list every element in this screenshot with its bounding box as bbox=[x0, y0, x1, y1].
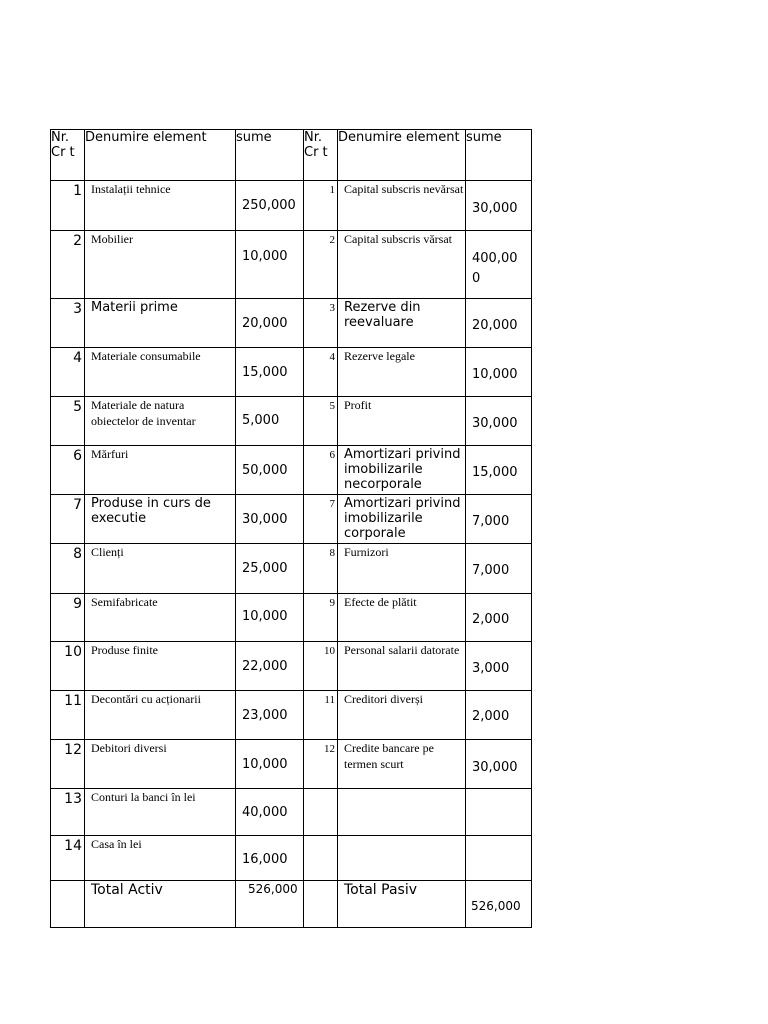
asset-name: Materii prime bbox=[85, 299, 236, 348]
liability-nr: 6 bbox=[304, 446, 338, 495]
liability-name: Efecte de plătit bbox=[338, 594, 466, 642]
table-row bbox=[51, 397, 532, 446]
asset-name: Produse in curs de executie bbox=[85, 495, 236, 544]
asset-sum bbox=[236, 642, 304, 691]
asset-nr: 8 bbox=[51, 544, 85, 594]
liability-name: Creditori diverși bbox=[338, 691, 466, 740]
asset-name: Materiale de natura obiectelor de inventar bbox=[85, 397, 236, 446]
liability-nr bbox=[304, 836, 338, 881]
liability-sum bbox=[466, 299, 532, 348]
liability-sum bbox=[466, 348, 532, 397]
liability-sum-text: 2,000 bbox=[472, 709, 510, 724]
asset-sum-text: 10,000 bbox=[242, 249, 288, 264]
header-row bbox=[51, 130, 532, 181]
liability-name: Rezerve din reevaluare bbox=[338, 299, 466, 348]
asset-sum-text: 40,000 bbox=[242, 805, 288, 820]
table-row bbox=[51, 691, 532, 740]
asset-sum bbox=[236, 446, 304, 495]
table-row bbox=[51, 231, 532, 299]
liability-nr: 9 bbox=[304, 594, 338, 642]
liability-nr: 3 bbox=[304, 299, 338, 348]
table-row bbox=[51, 789, 532, 836]
asset-sum-text: 10,000 bbox=[242, 757, 288, 772]
asset-name: Debitori diversi bbox=[85, 740, 236, 789]
asset-name: Produse finite bbox=[85, 642, 236, 691]
asset-nr: 13 bbox=[51, 789, 85, 836]
liability-name: Amortizari privind imobilizarile necorporale bbox=[338, 446, 466, 495]
liability-sum-text: 30,000 bbox=[472, 760, 518, 775]
asset-sum bbox=[236, 397, 304, 446]
asset-nr: 14 bbox=[51, 836, 85, 881]
liability-sum-text: 7,000 bbox=[472, 563, 510, 578]
asset-sum-text: 23,000 bbox=[242, 708, 288, 723]
asset-sum bbox=[236, 299, 304, 348]
asset-sum-text: 30,000 bbox=[242, 512, 288, 527]
liability-sum-text: 15,000 bbox=[472, 465, 518, 480]
total-activ-label: Total Activ bbox=[85, 881, 236, 928]
liability-sum-text: 20,000 bbox=[472, 318, 518, 333]
asset-nr: 7 bbox=[51, 495, 85, 544]
totals-row bbox=[51, 881, 532, 928]
asset-sum bbox=[236, 181, 304, 231]
total-activ-value: 526,000 bbox=[248, 882, 298, 896]
liability-nr: 12 bbox=[304, 740, 338, 789]
asset-nr: 5 bbox=[51, 397, 85, 446]
liability-sum bbox=[466, 740, 532, 789]
table-row bbox=[51, 348, 532, 397]
asset-sum bbox=[236, 348, 304, 397]
asset-name: Semifabricate bbox=[85, 594, 236, 642]
liability-sum bbox=[466, 836, 532, 881]
total-pasiv-label: Total Pasiv bbox=[338, 881, 466, 928]
liability-sum-text: 30,000 bbox=[472, 416, 518, 431]
asset-sum bbox=[236, 495, 304, 544]
liability-sum-text: 400,000 bbox=[472, 251, 518, 286]
liability-sum bbox=[466, 789, 532, 836]
table-row bbox=[51, 299, 532, 348]
liability-name: Credite bancare pe termen scurt bbox=[338, 740, 466, 789]
asset-sum bbox=[236, 740, 304, 789]
liability-name: Profit bbox=[338, 397, 466, 446]
asset-sum bbox=[236, 544, 304, 594]
asset-nr: 4 bbox=[51, 348, 85, 397]
asset-sum-text: 22,000 bbox=[242, 659, 288, 674]
total-pasiv-value: 526,000 bbox=[471, 899, 521, 913]
asset-name: Clienți bbox=[85, 544, 236, 594]
table-row bbox=[51, 495, 532, 544]
asset-sum-text: 50,000 bbox=[242, 463, 288, 478]
asset-name: Instalații tehnice bbox=[85, 181, 236, 231]
asset-sum bbox=[236, 691, 304, 740]
liability-sum bbox=[466, 642, 532, 691]
asset-nr: 9 bbox=[51, 594, 85, 642]
asset-sum-text: 16,000 bbox=[242, 852, 288, 867]
table-row bbox=[51, 181, 532, 231]
liability-sum-text: 3,000 bbox=[472, 661, 510, 676]
table-row bbox=[51, 594, 532, 642]
liability-sum-text: 30,000 bbox=[472, 201, 518, 216]
liability-name: Personal salarii datorate bbox=[338, 642, 466, 691]
liability-sum bbox=[466, 446, 532, 495]
liability-nr: 10 bbox=[304, 642, 338, 691]
asset-nr: 6 bbox=[51, 446, 85, 495]
liability-nr: 7 bbox=[304, 495, 338, 544]
asset-name: Materiale consumabile bbox=[85, 348, 236, 397]
asset-sum bbox=[236, 594, 304, 642]
asset-sum-text: 5,000 bbox=[242, 413, 280, 428]
asset-sum bbox=[236, 836, 304, 881]
liability-name bbox=[338, 836, 466, 881]
header-sum-left: sume bbox=[236, 130, 304, 181]
asset-sum bbox=[236, 789, 304, 836]
asset-nr: 11 bbox=[51, 691, 85, 740]
liability-nr: 4 bbox=[304, 348, 338, 397]
liability-nr: 1 bbox=[304, 181, 338, 231]
asset-sum-text: 10,000 bbox=[242, 609, 288, 624]
header-name-right: Denumire element bbox=[338, 130, 466, 181]
table-row bbox=[51, 836, 532, 881]
table-row bbox=[51, 642, 532, 691]
liability-name: Furnizori bbox=[338, 544, 466, 594]
asset-nr: 2 bbox=[51, 231, 85, 299]
table-row bbox=[51, 446, 532, 495]
asset-name: Mobilier bbox=[85, 231, 236, 299]
total-pasiv-cell bbox=[466, 881, 532, 928]
asset-name: Mărfuri bbox=[85, 446, 236, 495]
liability-sum bbox=[466, 594, 532, 642]
header-name-left: Denumire element bbox=[85, 130, 236, 181]
asset-nr: 12 bbox=[51, 740, 85, 789]
liability-nr: 11 bbox=[304, 691, 338, 740]
header-sum-right: sume bbox=[466, 130, 532, 181]
totals-nr-left bbox=[51, 881, 85, 928]
liability-name bbox=[338, 789, 466, 836]
asset-sum-text: 15,000 bbox=[242, 365, 288, 380]
liability-name: Capital subscris vărsat bbox=[338, 231, 466, 299]
header-nr-left: Nr. Cr t bbox=[51, 130, 85, 181]
balance-sheet-table bbox=[50, 129, 532, 928]
asset-sum-text: 25,000 bbox=[242, 561, 288, 576]
asset-name: Casa în lei bbox=[85, 836, 236, 881]
asset-sum-text: 250,000 bbox=[242, 198, 296, 213]
totals-nr-right bbox=[304, 881, 338, 928]
liability-nr: 5 bbox=[304, 397, 338, 446]
asset-nr: 3 bbox=[51, 299, 85, 348]
liability-name: Rezerve legale bbox=[338, 348, 466, 397]
liability-sum bbox=[466, 544, 532, 594]
liability-nr: 2 bbox=[304, 231, 338, 299]
liability-sum-text: 2,000 bbox=[472, 612, 510, 627]
asset-name: Conturi la banci în lei bbox=[85, 789, 236, 836]
liability-sum-text: 7,000 bbox=[472, 514, 510, 529]
asset-sum-text: 20,000 bbox=[242, 316, 288, 331]
asset-name: Decontări cu acționarii bbox=[85, 691, 236, 740]
table-row bbox=[51, 740, 532, 789]
liability-sum bbox=[466, 231, 532, 299]
asset-nr: 10 bbox=[51, 642, 85, 691]
header-nr-right: Nr. Cr t bbox=[304, 130, 338, 181]
liability-name: Capital subscris nevărsat bbox=[338, 181, 466, 231]
liability-nr: 8 bbox=[304, 544, 338, 594]
liability-sum bbox=[466, 495, 532, 544]
liability-sum bbox=[466, 397, 532, 446]
liability-sum bbox=[466, 181, 532, 231]
asset-sum bbox=[236, 231, 304, 299]
table-row bbox=[51, 544, 532, 594]
liability-name: Amortizari privind imobilizarile corporale bbox=[338, 495, 466, 544]
total-activ-cell bbox=[236, 881, 304, 928]
liability-nr bbox=[304, 789, 338, 836]
liability-sum-text: 10,000 bbox=[472, 367, 518, 382]
liability-sum bbox=[466, 691, 532, 740]
asset-nr: 1 bbox=[51, 181, 85, 231]
